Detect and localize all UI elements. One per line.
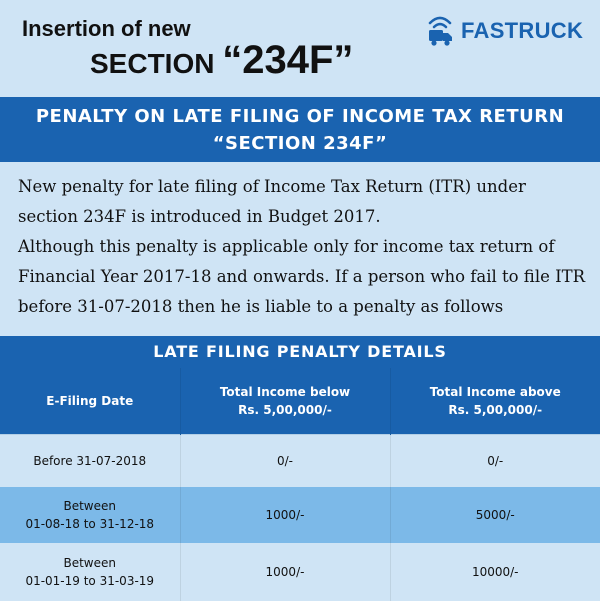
- table-header-row: [0, 368, 600, 435]
- banner-title-line2: “SECTION 234F”: [212, 133, 388, 154]
- table-row: [0, 543, 600, 601]
- row2-above: 5000/-: [390, 487, 600, 543]
- header-income-below: [180, 368, 390, 435]
- row3-below: 1000/-: [180, 543, 390, 601]
- row2-date-line1: Between: [63, 499, 116, 513]
- row1-date-line1: Before 31-07-2018: [33, 454, 147, 468]
- header-efiling-date-label: E-Filing Date: [46, 394, 134, 408]
- table-row: [0, 487, 600, 543]
- header-income-below-line1: Total Income below: [219, 385, 351, 399]
- row2-below: 1000/-: [180, 487, 390, 543]
- row3-date-line2: 01-01-19 to 31-03-19: [25, 574, 155, 588]
- row3-date-line1: Between: [63, 556, 116, 570]
- truck-wifi-icon: [425, 14, 455, 48]
- row3-date: [0, 543, 180, 601]
- row2-date-line2: 01-08-18 to 31-12-18: [25, 517, 155, 531]
- header-income-below-line2: Rs. 5,00,000/-: [238, 403, 332, 417]
- header-line2-section: “234F”: [222, 38, 354, 82]
- row1-below: 0/-: [180, 435, 390, 488]
- fastruck-logo: [425, 14, 583, 48]
- table-title: LATE FILING PENALTY DETAILS: [0, 336, 600, 368]
- title-banner: [0, 97, 600, 162]
- applicability-paragraph: Although this penalty is applicable only for income tax return of Financial Year 2017-18 and onwards. If a person who fail to file ITR before 31-07-2018 then he is liable to a penalty as follows: [18, 237, 586, 316]
- table-row: [0, 435, 600, 488]
- header-line2-prefix: SECTION: [90, 48, 223, 79]
- header-line1: Insertion of new: [22, 16, 191, 41]
- header-line2: [90, 38, 353, 83]
- row3-above: 10000/-: [390, 543, 600, 601]
- row1-above: 0/-: [390, 435, 600, 488]
- header-income-above-line2: Rs. 5,00,000/-: [448, 403, 543, 417]
- intro-paragraph: New penalty for late filing of Income Tax Return (ITR) under section 234F is introduced in Budget 2017.: [18, 177, 526, 226]
- banner-title-line1: PENALTY ON LATE FILING OF INCOME TAX RETURN: [35, 106, 565, 127]
- header-income-above: [390, 368, 600, 435]
- header: [0, 0, 600, 95]
- header-income-above-line1: Total Income above: [429, 385, 561, 399]
- logo-text: FASTRUCK: [461, 18, 584, 43]
- header-efiling-date: [0, 368, 180, 435]
- penalty-table: [0, 368, 600, 601]
- row1-date: [0, 435, 180, 488]
- row2-date: [0, 487, 180, 543]
